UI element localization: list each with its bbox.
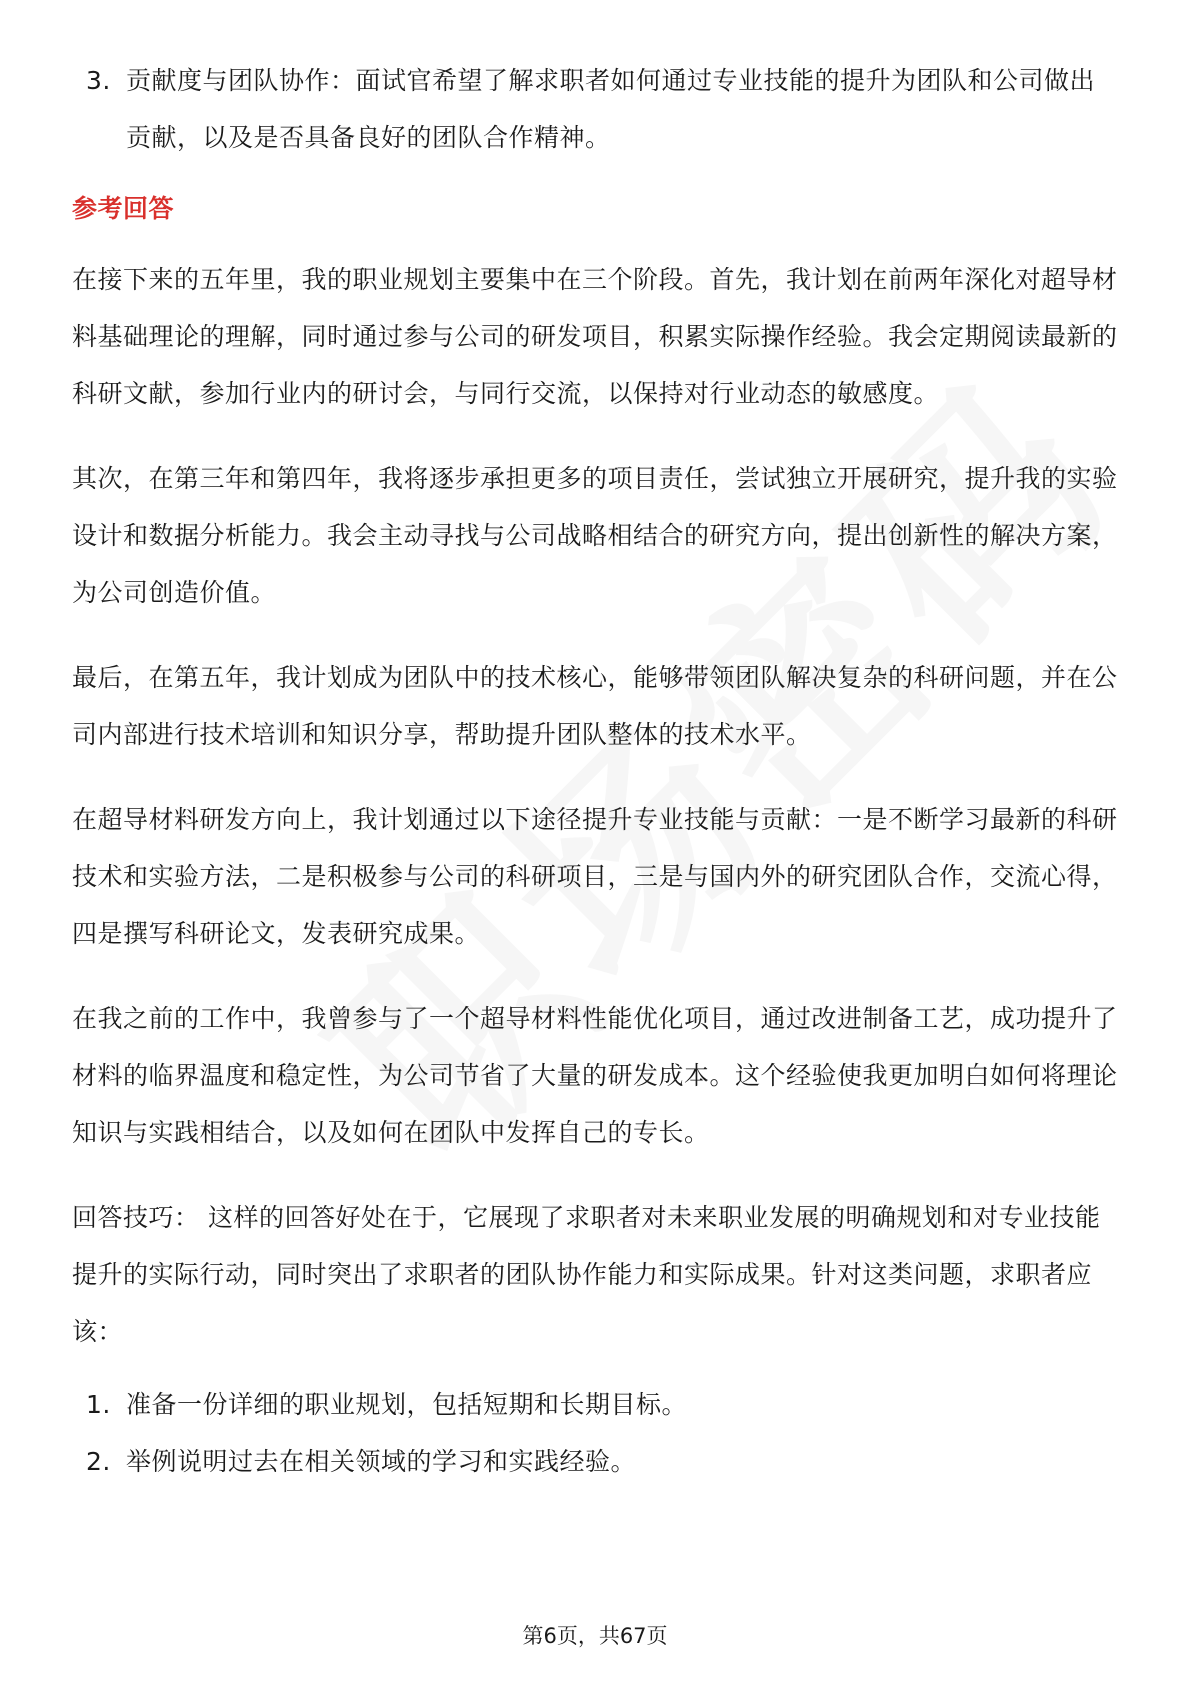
tips-list — [72, 1376, 1120, 1490]
paragraph: 在接下来的五年里，我的职业规划主要集中在三个阶段。首先，我计划在前两年深化对超导材料基础理论的理解，同时通过参与公司的研发项目，积累实际操作经验。我会定期阅读最新的科研文献，参加行业内的研讨会，与同行交流，以保持对行业动态的敏感度。 — [72, 265, 1118, 408]
list-item — [72, 1376, 1120, 1433]
list-number: 1. — [86, 1390, 111, 1419]
list-number: 3. — [86, 66, 111, 95]
page-footer: 第6页，共67页 — [522, 1624, 668, 1648]
tips-paragraph: 回答技巧： 这样的回答好处在于，它展现了求职者对未来职业发展的明确规划和对专业技能提升的实际行动，同时突出了求职者的团队协作能力和实际成果。针对这类问题，求职者应该： — [72, 1203, 1101, 1346]
paragraph: 在我之前的工作中，我曾参与了一个超导材料性能优化项目，通过改进制备工艺，成功提升了材料的临界温度和稳定性，为公司节省了大量的研发成本。这个经验使我更加明白如何将理论知识与实践相结合，以及如何在团队中发挥自己的专长。 — [72, 1004, 1118, 1147]
list-item — [72, 1433, 1120, 1490]
paragraph: 在超导材料研发方向上，我计划通过以下途径提升专业技能与贡献：一是不断学习最新的科研技术和实验方法，二是积极参与公司的科研项目，三是与国内外的研究团队合作，交流心得，四是撰写科研论文，发表研究成果。 — [72, 805, 1118, 948]
section-heading: 参考回答 — [72, 194, 175, 223]
page-content — [72, 52, 1120, 1490]
list-text: 举例说明过去在相关领域的学习和实践经验。 — [126, 1447, 637, 1476]
list-number: 2. — [86, 1447, 111, 1476]
list-text: 准备一份详细的职业规划，包括短期和长期目标。 — [126, 1390, 688, 1419]
list-text: 贡献度与团队协作：面试官希望了解求职者如何通过专业技能的提升为团队和公司做出贡献，以及是否具备良好的团队合作精神。 — [126, 66, 1096, 152]
paragraph: 其次，在第三年和第四年，我将逐步承担更多的项目责任，尝试独立开展研究，提升我的实验设计和数据分析能力。我会主动寻找与公司战略相结合的研究方向，提出创新性的解决方案，为公司创造价值。 — [72, 464, 1118, 607]
paragraph: 最后，在第五年，我计划成为团队中的技术核心，能够带领团队解决复杂的科研问题，并在公司内部进行技术培训和知识分享，帮助提升团队整体的技术水平。 — [72, 663, 1118, 749]
list-item — [72, 52, 1120, 166]
